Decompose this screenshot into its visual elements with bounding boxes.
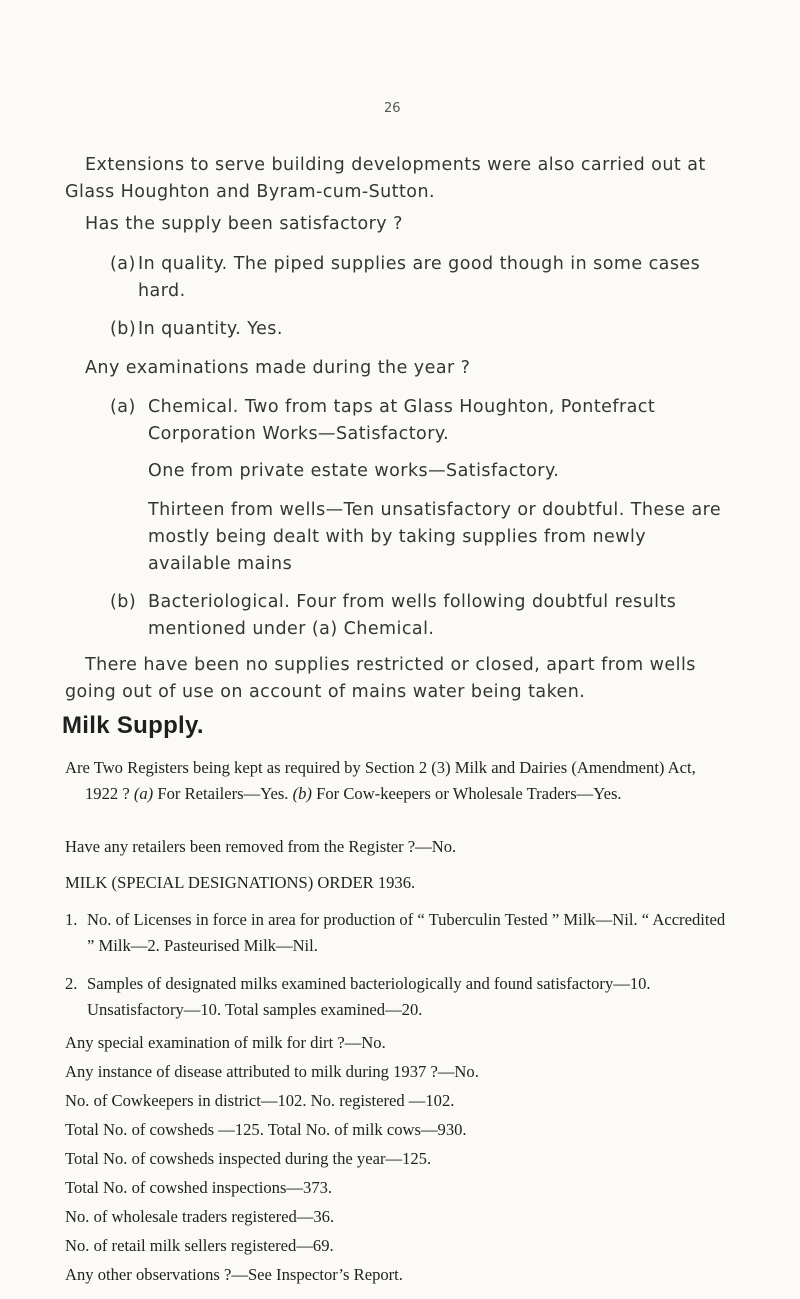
examination-a-label: (a) (110, 397, 136, 417)
wholesale-traders: No. of wholesale traders registered—36. (65, 1207, 335, 1226)
registers-question: Are Two Registers being kept as required by Section 2 (3) Milk and Dairies (Amendment) Act, 1922 ? (65, 758, 696, 803)
milk-supply-heading: Milk Supply. (62, 712, 204, 739)
extensions-paragraph: Extensions to serve building developments were also carried out at Glass Houghton and Byram-cum-Sutton. (65, 155, 706, 202)
registers-b-text: For Cow-keepers or Wholesale Traders—Yes. (316, 784, 622, 803)
supply-question: Has the supply been satisfactory ? (85, 214, 403, 234)
examination-a-private: One from private estate works—Satisfactory. (148, 461, 560, 481)
examination-b-text: Bacteriological. Four from wells following doubtful results mentioned under (a) Chemical. (148, 592, 677, 639)
other-observations: Any other observations ?—See Inspector’s Report. (65, 1265, 403, 1284)
registers-a-text: For Retailers—Yes. (157, 784, 289, 803)
order-item-1 (65, 907, 731, 959)
examination-a-wells: Thirteen from wells—Ten unsatisfactory or doubtful. These are mostly being dealt with by taking supplies from newly available mains (148, 500, 722, 574)
cowsheds-inspected: Total No. of cowsheds inspected during the year—125. (65, 1149, 432, 1168)
special-designations-order: MILK (SPECIAL DESIGNATIONS) ORDER 1936. (65, 873, 416, 892)
order-item-2-label: 2. (65, 974, 78, 993)
supply-answer-b (110, 316, 731, 343)
cowkeepers-count: No. of Cowkeepers in district—102. No. registered —102. (65, 1091, 455, 1110)
order-item-1-label: 1. (65, 910, 78, 929)
retail-milk-sellers: No. of retail milk sellers registered—69. (65, 1236, 334, 1255)
restricted-paragraph: There have been no supplies restricted or closed, apart from wells going out of use on account of mains water being taken. (65, 655, 696, 702)
page-number: 26 (384, 101, 401, 116)
supply-answer-a-text: In quality. The piped supplies are good though in some cases hard. (138, 254, 701, 301)
disease-instance: Any instance of disease attributed to milk during 1937 ?—No. (65, 1062, 479, 1081)
examination-a (110, 394, 731, 448)
examination-b (110, 589, 731, 643)
registers-a-label: (a) (133, 784, 154, 803)
order-item-1-text: No. of Licenses in force in area for production of “ Tuberculin Tested ” Milk—Nil. “ Accredited ” Milk—2. Pasteurised Milk—Nil. (87, 910, 726, 955)
registers-paragraph (65, 755, 731, 807)
supply-answer-b-label: (b) (110, 319, 137, 339)
order-item-2-text: Samples of designated milks examined bacteriologically and found satisfactory—10. Unsatisfactory—10. Total samples examined—20. (87, 974, 651, 1019)
supply-answer-a-label: (a) (110, 254, 136, 274)
examination-a-text: Chemical. Two from taps at Glass Houghton, Pontefract Corporation Works—Satisfactory. (148, 397, 656, 444)
cowshed-inspections: Total No. of cowshed inspections—373. (65, 1178, 333, 1197)
supply-answer-b-text: In quantity. Yes. (138, 319, 283, 339)
registers-b-label: (b) (292, 784, 312, 803)
supply-answer-a (110, 251, 731, 305)
retailers-removed: Have any retailers been removed from the Register ?—No. (65, 837, 457, 856)
examination-b-label: (b) (110, 592, 137, 612)
cowsheds-count: Total No. of cowsheds —125. Total No. of milk cows—930. (65, 1120, 467, 1139)
examination-question: Any examinations made during the year ? (85, 358, 471, 378)
dirt-examination: Any special examination of milk for dirt ?—No. (65, 1033, 386, 1052)
order-item-2 (65, 971, 731, 1023)
